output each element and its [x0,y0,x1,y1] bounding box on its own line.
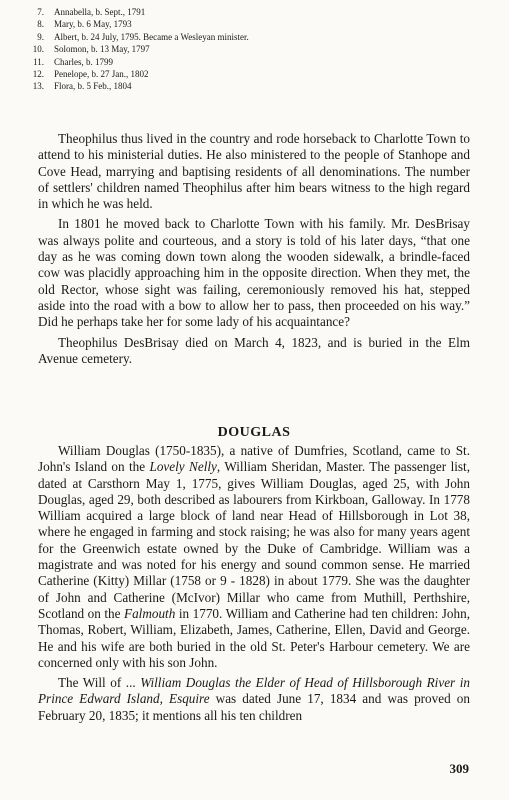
douglas-text [38,443,470,728]
paragraph: William Douglas (1750-1835), a native of Dumfries, Scotland, came to St. John's Island on the Lovely Nelly, William Sheridan, Master. The passenger list, dated at Carsthorn May 1, 1775, gives William Douglas, aged 25, with John Douglas, aged 29, both described as labourers from Kirkboan, Galloway. In 1778 William acquired a large block of land near Head of Hillsborough in Lot 38, where he engaged in farming and stock raising; he was also for many years agent for the Greenwich estate owned by the Duke of Cambridge. William was a magistrate and was noted for his energy and sound common sense. He married Catherine (Kitty) Millar (1758 or 9 - 1828) in about 1779. She was the daughter of John and Catherine (McIvor) Millar who came from Muthill, Perthshire, Scotland on the Falmouth in 1770. William and Catherine had ten children: John, Thomas, Robert, William, Elizabeth, James, Catherine, Ellen, David and George. He and his wife are both buried in the old St. Peter's Harbour cemetery. We are concerned only with his son John. [38,443,470,670]
paragraph: In 1801 he moved back to Charlotte Town with his family. Mr. DesBrisay was always polite and courteous, and a story is told of his later days, “that one day as he was coming down town along the wooden sidewalk, a brindle-faced cow was placidly approaching him in the opposite direction. When they met, the old Rector, whose sight was failing, ceremoniously removed his hat, stepped aside into the road with a bow to allow her to pass, then proceeded on his way.” Did he perhaps take her for some lady of his acquaintance? [38,216,470,330]
desbrisay-text [38,131,470,371]
ship-name: Lovely Nelly [149,459,217,475]
paragraph: Theophilus DesBrisay died on March 4, 1823, and is buried in the Elm Avenue cemetery. [38,334,470,366]
list-item: 9. Albert, b. 24 July, 1795. Became a Wesleyan minister. [37,31,249,42]
list-item: 13. Flora, b. 5 Feb., 1804 [32,81,132,92]
list-item: 11. Charles, b. 1799 [33,56,113,67]
list-item: 10. Solomon, b. 13 May, 1797 [32,44,150,55]
section-heading: DOUGLAS [217,425,291,440]
paragraph: Theophilus thus lived in the country and rode horseback to Charlotte Town to attend to his ministerial duties. He also ministered to the people of Stanhope and Cove Head, marrying and baptising residents of all denominations. The number of settlers' children named Theophilus after him bears witness to the high regard in which he was held. [38,131,470,212]
list-item: 8. Mary, b. 6 May, 1793 [37,19,132,30]
ship-name: Falmouth [124,605,176,621]
paragraph: The Will of ... William Douglas the Elder of Head of Hillsborough River in Prince Edward Island, Esquire was dated June 17, 1834 and was proved on February 20, 1835; it mentions all his ten children [38,675,470,723]
will-title: William Douglas the Elder of Head of Hillsborough River in Prince Edward Island, Esquire [38,675,470,707]
list-item: 12. Penelope, b. 27 Jan., 1802 [32,69,149,80]
list-item: 7. Annabella, b. Sept., 1791 [37,7,146,17]
page-number: 309 [449,761,469,776]
children-list [30,6,470,93]
